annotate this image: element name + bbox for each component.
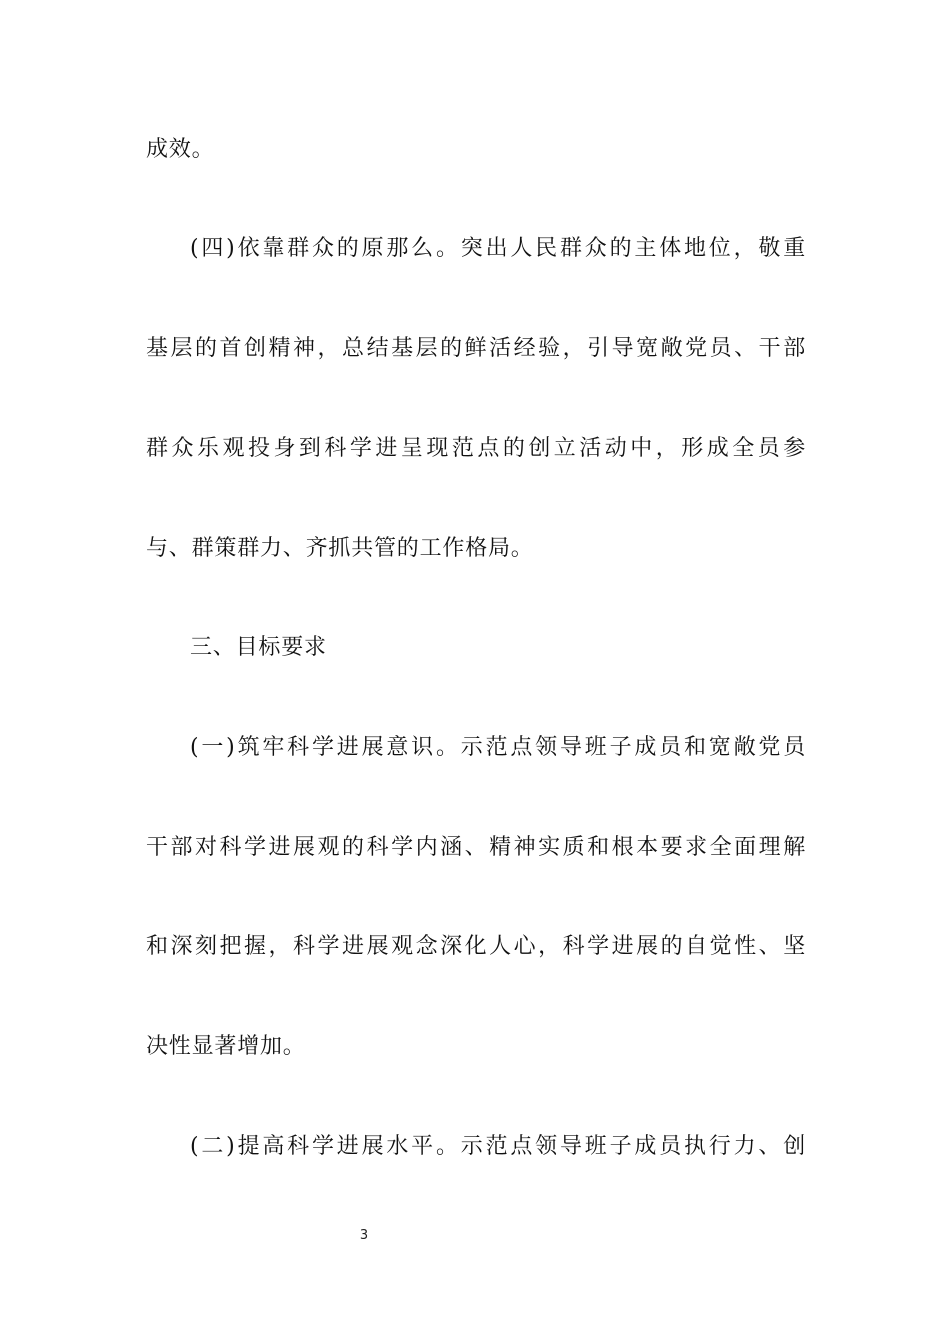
- text-line-2: (四)依靠群众的原那么。突出人民群众的主体地位，敬重: [190, 236, 806, 261]
- text-line-11: (二)提高科学进展水平。示范点领导班子成员执行力、创: [190, 1134, 806, 1159]
- text-line-3: 基层的首创精神，总结基层的鲜活经验，引导宽敞党员、干部: [146, 336, 806, 361]
- text-line-8: 干部对科学进展观的科学内涵、精神实质和根本要求全面理解: [146, 835, 806, 860]
- text-line-10: 决性显著增加。: [146, 1034, 306, 1059]
- page-number: 3: [359, 1228, 369, 1243]
- text-line-5: 与、群策群力、齐抓共管的工作格局。: [146, 536, 534, 561]
- text-line-1: 成效。: [146, 137, 215, 162]
- text-line-9: 和深刻把握，科学进展观念深化人心，科学进展的自觉性、坚: [146, 934, 806, 959]
- section-heading: 三、目标要求: [190, 635, 327, 660]
- text-line-7: (一)筑牢科学进展意识。示范点领导班子成员和宽敞党员: [190, 735, 806, 760]
- text-line-4: 群众乐观投身到科学进呈现范点的创立活动中，形成全员参: [146, 436, 806, 461]
